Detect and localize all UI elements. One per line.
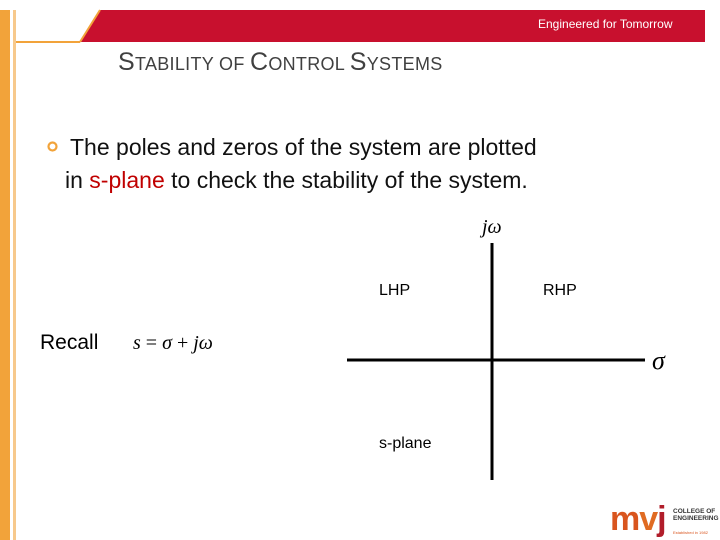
tagline: Engineered for Tomorrow (538, 17, 673, 31)
slide-title: STABILITY OF CONTROL SYSTEMS (118, 48, 443, 76)
logo-established-text: Established in 1982 (673, 530, 708, 535)
lhp-label: LHP (379, 282, 411, 299)
bullet-line-1: The poles and zeros of the system are plotted (70, 134, 537, 160)
recall-formula: s = σ + jω (133, 332, 213, 354)
mvj-logo: mvj (610, 500, 666, 538)
rhp-label: RHP (543, 282, 577, 299)
s-plane-label: s-plane (379, 435, 432, 452)
imaginary-axis-label: jω (482, 216, 502, 238)
recall-label: Recall (40, 331, 99, 354)
real-axis-label: σ (652, 346, 665, 375)
logo-college-text: COLLEGE OF ENGINEERING (673, 508, 719, 522)
s-plane-highlight: s-plane (89, 167, 165, 193)
bullet-line-2: in s-plane to check the stability of the system. (65, 167, 528, 193)
